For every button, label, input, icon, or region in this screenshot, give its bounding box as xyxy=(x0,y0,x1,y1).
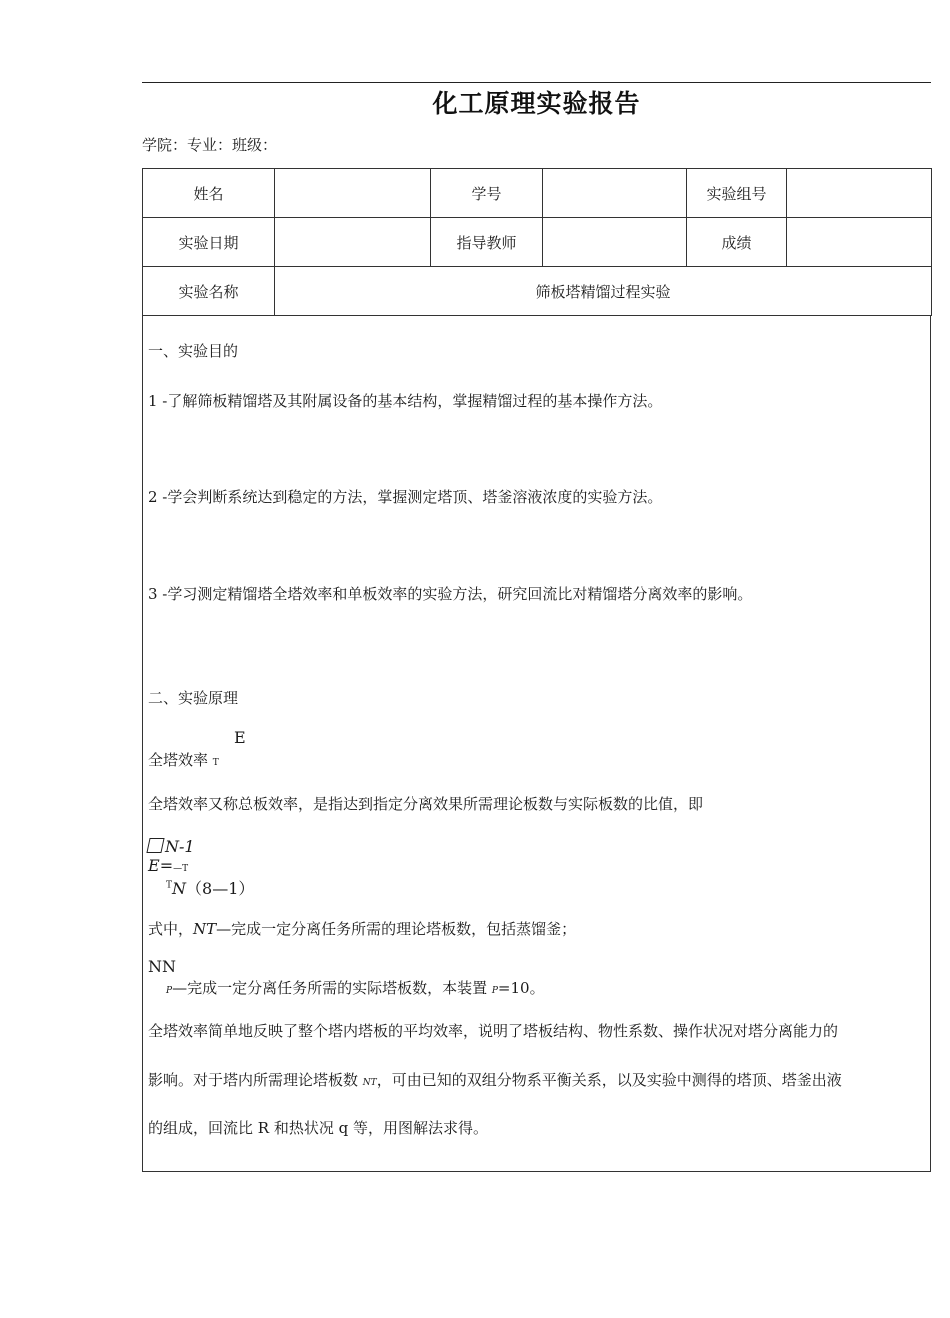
paragraph-line-2 xyxy=(148,1069,842,1090)
paragraph-line-2b: ，可由已知的双组分物系平衡关系，以及实验中测得的塔顶、塔釜出液 xyxy=(376,1071,842,1089)
objective-item-1: 1 -了解筛板精馏塔及其附属设备的基本结构，掌握精馏过程的基本操作方法。 xyxy=(148,392,663,410)
np-subscript-2: P xyxy=(491,986,498,996)
efficiency-symbol-e: E xyxy=(234,728,246,747)
table-row xyxy=(143,169,932,218)
paragraph-line-1: 全塔效率简单地反映了整个塔内塔板的平均效率，说明了塔板结构、物性系数、操作状况对塔分离能力的 xyxy=(148,1022,839,1040)
page-title: 化工原理实验报告 xyxy=(432,89,641,118)
formula-den-symbol: N xyxy=(172,879,187,898)
section-heading-principle: 二、实验原理 xyxy=(148,689,239,707)
formula-numerator-text: N-1 xyxy=(165,837,195,856)
date-label: 实验日期 xyxy=(143,218,275,267)
nt-description: —完成一定分离任务所需的理论塔板数，包括蒸馏釜； xyxy=(216,920,577,938)
nt-definition xyxy=(148,918,576,939)
nt-symbol: NT xyxy=(193,920,217,938)
formula-denominator xyxy=(166,876,254,899)
name-field[interactable] xyxy=(275,169,431,218)
teacher-label: 指导教师 xyxy=(431,218,543,267)
group-label: 实验组号 xyxy=(687,169,787,218)
efficiency-definition: 全塔效率又称总板效率，是指达到指定分离效果所需理论板数与实际板数的比值，即 xyxy=(148,795,704,813)
score-label: 成绩 xyxy=(687,218,787,267)
square-placeholder-icon xyxy=(146,838,164,853)
formula-e-symbol: E xyxy=(148,856,160,875)
paragraph-nt-subscript: NT xyxy=(362,1078,377,1088)
student-id-label: 学号 xyxy=(431,169,543,218)
table-row xyxy=(143,267,932,316)
objective-item-2: 2 -学会判断系统达到稳定的方法，掌握测定塔顶、塔釜溶液浓度的实验方法。 xyxy=(148,488,663,506)
efficiency-label xyxy=(148,749,219,770)
date-field[interactable] xyxy=(275,218,431,267)
paragraph-line-3: 的组成，回流比 R 和热状况 q 等，用图解法求得。 xyxy=(148,1119,488,1137)
np-value: =10。 xyxy=(497,979,545,997)
nt-prefix: 式中， xyxy=(148,920,194,938)
formula-equals: = xyxy=(159,856,174,875)
header-rule xyxy=(142,82,931,83)
report-body xyxy=(142,316,931,1172)
efficiency-subscript: T xyxy=(212,758,219,768)
formula-numerator xyxy=(148,837,195,856)
section-heading-objective: 一、实验目的 xyxy=(148,342,239,360)
experiment-name-value: 筛板塔精馏过程实验 xyxy=(275,267,932,316)
np-symbol: NN xyxy=(148,957,176,976)
formula-den-superscript: T xyxy=(166,880,173,891)
objective-item-3: 3 -学习测定精馏塔全塔效率和单板效率的实验方法，研究回流比对精馏塔分离效率的影响。 xyxy=(148,585,753,603)
np-definition xyxy=(166,977,545,998)
efficiency-label-text: 全塔效率 xyxy=(148,751,209,769)
group-field[interactable] xyxy=(787,169,932,218)
table-row xyxy=(143,218,932,267)
experiment-name-label: 实验名称 xyxy=(143,267,275,316)
name-label: 姓名 xyxy=(143,169,275,218)
formula-equation-number: （8—1） xyxy=(186,879,255,898)
np-description: —完成一定分离任务所需的实际塔板数，本装置 xyxy=(172,979,488,997)
np-subscript: P xyxy=(166,986,173,996)
teacher-field[interactable] xyxy=(543,218,687,267)
score-field[interactable] xyxy=(787,218,932,267)
paragraph-line-2a: 影响。对于塔内所需理论塔板数 xyxy=(148,1071,359,1089)
student-id-field[interactable] xyxy=(543,169,687,218)
formula-dash-subscript: —T xyxy=(173,864,189,874)
college-major-class-line: 学院：专业：班级： xyxy=(142,136,278,154)
info-table xyxy=(142,168,932,316)
formula-lhs xyxy=(148,856,188,875)
